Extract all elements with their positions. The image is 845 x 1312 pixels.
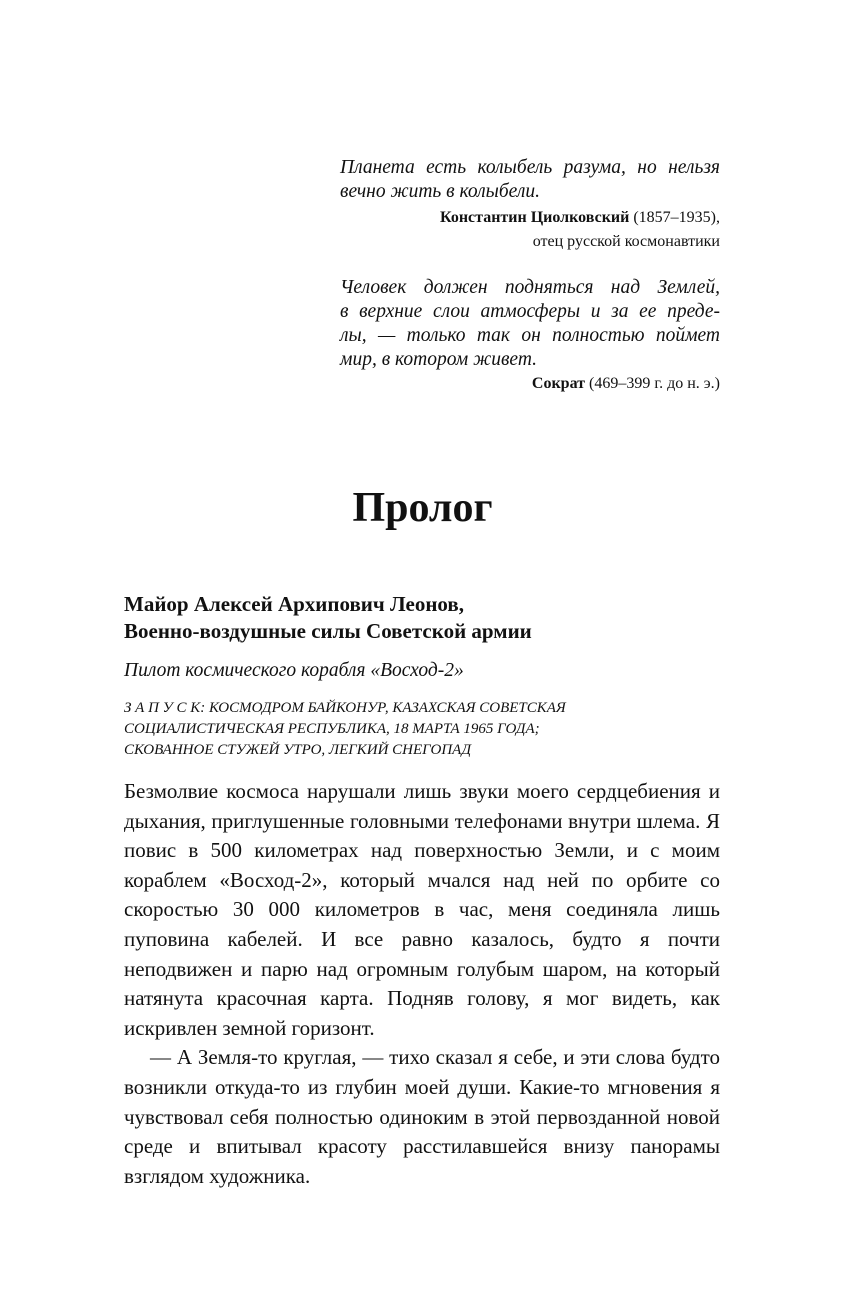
- paragraph: Безмолвие космоса нарушали лишь звуки моего сердцебиения и дыхания, приглушенные головными телефонами внутри шлема. Я повис в 500 километрах над поверхностью Земли, и с моим кораблем «Восход-2», который мчался над ней по орбите со скоростью 30 000 километров в час, меня соединяла лишь пуповина кабелей. И все равно казалось, будто я почти неподвижен и парю над огромным голубым шаром, на который натянута красочная карта. Подняв голову, я мог видеть, как искривлен земной горизонт.: [124, 779, 720, 1040]
- hero-name-line: Майор Алексей Архипович Леонов,: [124, 592, 464, 616]
- epigraph-quote: [340, 276, 720, 372]
- epigraph-author: [340, 372, 720, 396]
- epigraph-socrates: [340, 276, 720, 396]
- paragraph: — А Земля-то круглая, — тихо сказал я себе, и эти слова будто возникли откуда-то из глубин моей души. Какие-то мгновения я чувствовал себя полностью одиноким в этой первозданной новой среде и впитывал красоту расстилавшейся внизу панорамы взглядом художника.: [124, 1045, 720, 1188]
- launch-line: СКОВАННОЕ СТУЖЕЙ УТРО, ЛЕГКИЙ СНЕГОПАД: [124, 742, 472, 758]
- epigraph-quote-line: Человек должен подняться над Землей,: [340, 277, 720, 298]
- epigraph-quote-line: лы, — только так он полностью поймет: [340, 325, 720, 346]
- epigraph-quote-line: вечно жить в колыбели.: [340, 181, 540, 202]
- epigraph-author: [340, 206, 720, 254]
- launch-line: З А П У С К: КОСМОДРОМ БАЙКОНУР, КАЗАХСКАЯ СОВЕТСКАЯ: [124, 700, 566, 716]
- epigraph-author-role: отец русской космонавтики: [532, 233, 720, 250]
- epigraph-quote: [340, 156, 720, 204]
- epigraph-tsiolkovsky: [340, 156, 720, 254]
- epigraph-quote-line: мир, в котором живет.: [340, 349, 538, 370]
- body-text: [124, 777, 720, 1191]
- epigraph-author-years: (1857–1935),: [633, 209, 720, 226]
- hero-role: Пилот космического корабля «Восход-2»: [124, 660, 464, 681]
- epigraph-author-years: (469–399 г. до н. э.): [589, 375, 720, 392]
- chapter-title: Пролог: [352, 485, 493, 531]
- epigraph-author-name: Сократ: [531, 375, 586, 392]
- hero-name: [124, 591, 724, 645]
- launch-line: СОЦИАЛИСТИЧЕСКАЯ РЕСПУБЛИКА, 18 МАРТА 1965 ГОДА;: [124, 721, 540, 737]
- epigraph-quote-line: Планета есть колыбель разума, но нельзя: [340, 157, 720, 178]
- epigraph-quote-line: в верхние слои атмосферы и за ее преде-: [340, 301, 720, 322]
- hero-unit-line: Военно-воздушные силы Советской армии: [124, 619, 532, 643]
- launch-info: [124, 698, 724, 761]
- hero-block: [124, 591, 724, 761]
- epigraph-author-name: Константин Циолковский: [440, 209, 630, 226]
